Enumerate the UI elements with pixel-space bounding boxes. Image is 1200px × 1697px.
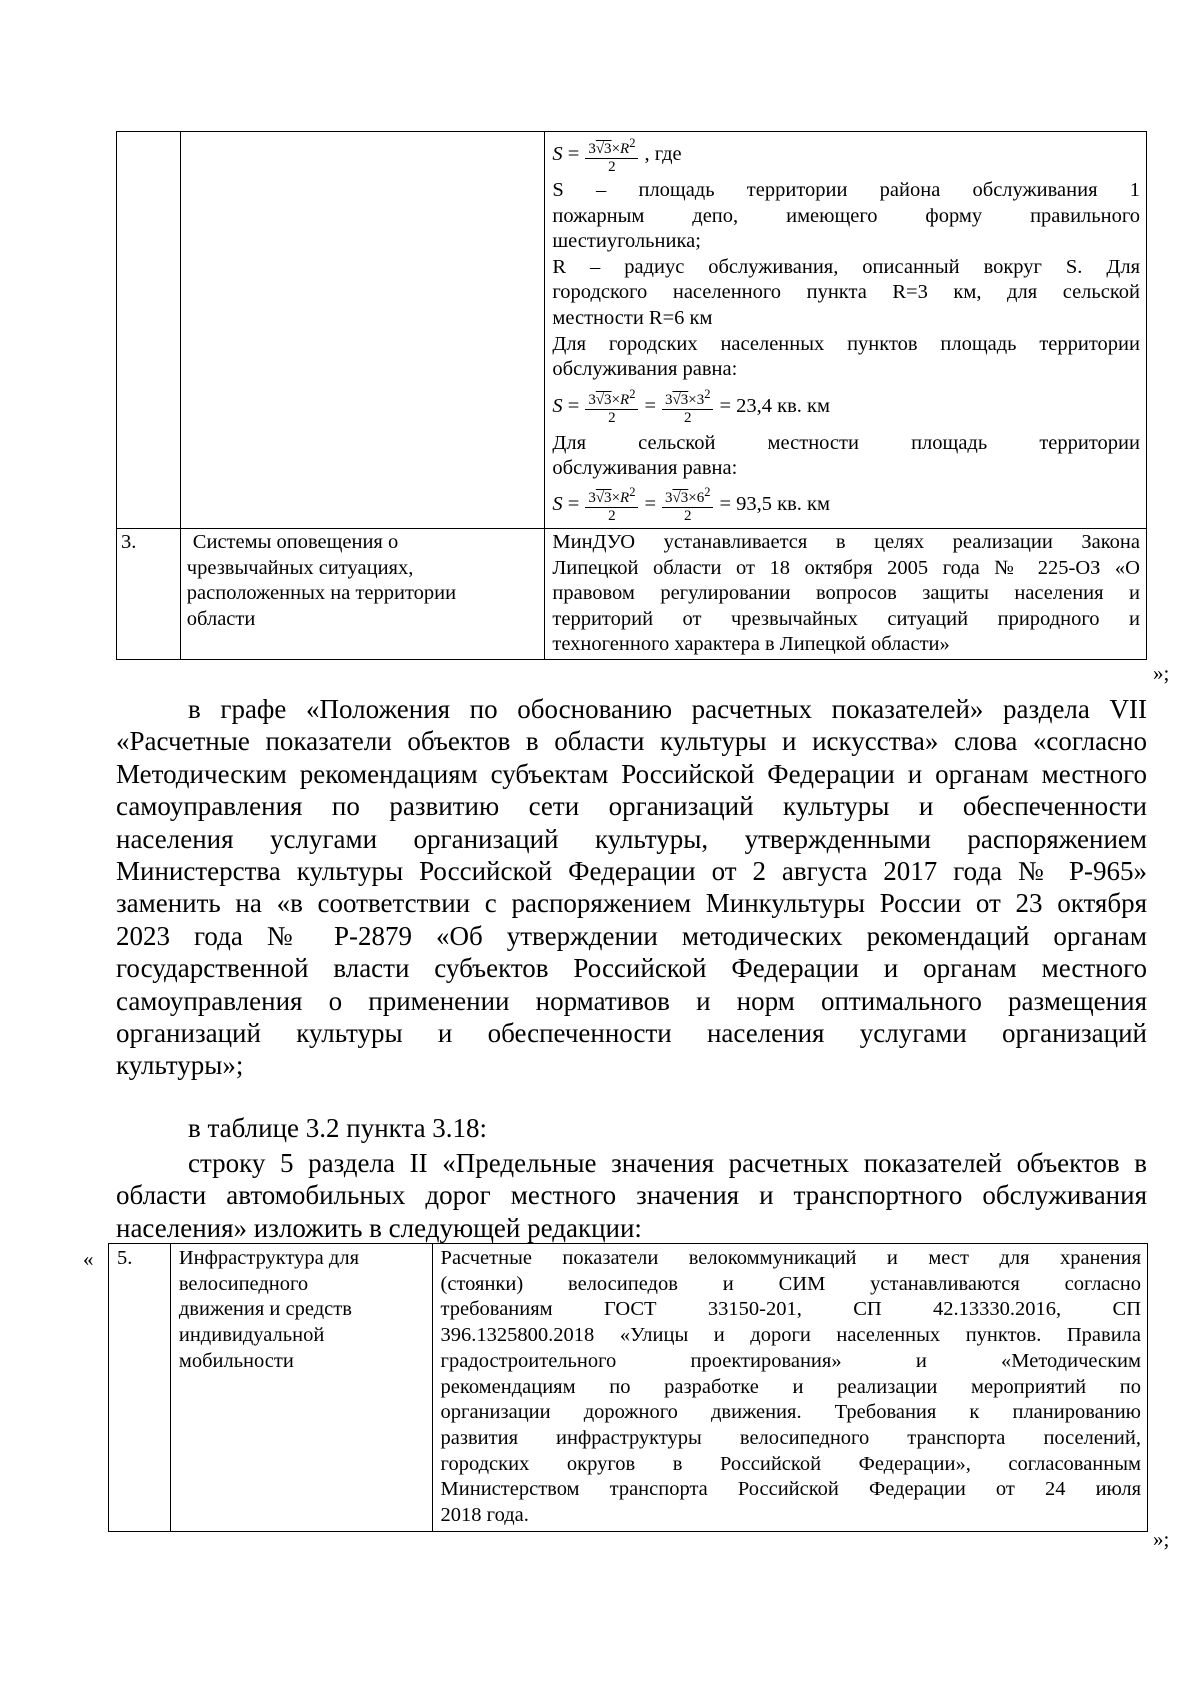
table-row-formula bbox=[117, 132, 1147, 529]
paragraph-line: самоуправления по развитию сети организаций культуры и обеспеченности bbox=[116, 791, 1147, 822]
rural-line: обслуживания равна: bbox=[552, 457, 738, 480]
closing-quote-mark: »; bbox=[1153, 1527, 1170, 1551]
formula-rural: S = $\frac{3√3\times R^2}{2}$ = $\frac{3√3\times 6^2}{2}$ = 93,5 кв. км bbox=[552, 485, 830, 525]
paragraph-line: «Расчетные показатели объектов в области культуры и искусства» слова «согласно bbox=[116, 726, 1147, 757]
paragraph-row-instruction bbox=[116, 1147, 1147, 1244]
row-text-line: требованиям ГОСТ 33150-201, СП 42.13330.2016, СП bbox=[440, 1298, 1141, 1321]
cell-row-number: 3. bbox=[117, 528, 181, 659]
def-s-line: S – площадь территории района обслуживания 1 bbox=[552, 179, 1140, 201]
paragraph-line: населения услугами организаций культуры, утвержденными распоряжением bbox=[116, 823, 1147, 854]
def-r-line: R – радиус обслуживания, описанный вокруг S. Для bbox=[552, 255, 1140, 278]
urban-line: Для городских населенных пунктов площадь территории bbox=[552, 332, 1140, 355]
paragraph-line: 2023 года № Р-2879 «Об утверждении методических рекомендаций органам bbox=[116, 920, 1147, 951]
paragraph-line: строку 5 раздела II «Предельные значения расчетных показателей объектов в bbox=[188, 1148, 1147, 1178]
paragraph-line: организаций культуры и обеспеченности населения услугами организаций bbox=[116, 1018, 1147, 1049]
row-text-line: МинДУО устанавливается в целях реализации Закона bbox=[552, 530, 1140, 553]
paragraph-line: заменить на «в соответствии с распоряжением Минкультуры России от 23 октября bbox=[116, 888, 1147, 919]
cell-row-text bbox=[545, 528, 1147, 659]
cell-row-name bbox=[180, 528, 545, 659]
row-text-line: городских округов в Российской Федерации», согласованным bbox=[440, 1452, 1141, 1475]
rural-result: = 93,5 кв. км bbox=[719, 493, 830, 516]
formula-urban: S = $\frac{3√3\times R^2}{2}$ = $\frac{3√3\times 3^2}{2}$ = 23,4 кв. км bbox=[552, 387, 830, 427]
row-text-line: Липецкой области от 18 октября 2005 года № 225-ОЗ «О bbox=[552, 556, 1140, 579]
row-text-line: территорий от чрезвычайных ситуаций природного и bbox=[552, 607, 1140, 630]
formula-area-general: S = $\frac{3√3\times R^2}{2}$ , где bbox=[552, 135, 682, 175]
row-name-line: чрезвычайных ситуациях, bbox=[186, 556, 414, 579]
row-text-line: Министерством транспорта Российской Федерации от 24 июля bbox=[440, 1478, 1141, 1501]
table-row-5 bbox=[109, 1244, 1148, 1532]
table-continuation bbox=[116, 131, 1147, 660]
paragraph-line: Методическим рекомендациям субъектам Российской Федерации и органам местного bbox=[116, 758, 1147, 789]
urban-result: = 23,4 кв. км bbox=[719, 394, 830, 417]
paragraph-line: государственной власти субъектов Российской Федерации и органам местного bbox=[116, 953, 1147, 984]
row-text-line: 2018 года. bbox=[440, 1504, 529, 1527]
cell-row-name bbox=[170, 1244, 432, 1532]
def-r-line: городского населенного пункта R=3 км, для сельской bbox=[552, 281, 1140, 304]
paragraph-line: культуры»; bbox=[116, 1050, 244, 1081]
row-name-line: индивидуальной bbox=[178, 1324, 325, 1347]
table-row-5-new bbox=[108, 1243, 1148, 1532]
row-text-line: 396.1325800.2018 «Улицы и дороги населенных пунктов. Правила bbox=[440, 1324, 1141, 1347]
cell-empty-num bbox=[117, 132, 181, 529]
def-s-line: шестиугольника; bbox=[552, 230, 701, 253]
table-row-3 bbox=[117, 528, 1147, 659]
row-text-line: градостроительного проектирования» и «Методическим bbox=[440, 1349, 1141, 1372]
row-name-line: расположенных на территории bbox=[186, 582, 457, 605]
row-name-line: Системы оповещения о bbox=[192, 530, 399, 553]
row-name-line: мобильности bbox=[178, 1349, 294, 1372]
row-text-line: организации дорожного движения. Требования к планированию bbox=[440, 1401, 1141, 1424]
cell-formula-text bbox=[545, 132, 1147, 529]
row-text-line: правовом регулировании вопросов защиты населения и bbox=[552, 582, 1140, 605]
cell-row-text bbox=[432, 1244, 1147, 1532]
paragraph-line: в графе «Положения по обоснованию расчетных показателей» раздела VII bbox=[188, 694, 1147, 724]
row-text-line: развития инфраструктуры велосипедного транспорта поселений, bbox=[440, 1426, 1141, 1449]
formula-suffix: , где bbox=[644, 143, 682, 166]
paragraph-line: самоуправления о применении нормативов и норм оптимального размещения bbox=[116, 985, 1147, 1016]
urban-line: обслуживания равна: bbox=[552, 358, 738, 381]
paragraph-line: области автомобильных дорог местного значения и транспортного обслуживания bbox=[116, 1180, 1147, 1211]
row-name-line: движения и средств bbox=[178, 1298, 352, 1321]
def-r-line: местности R=6 км bbox=[552, 306, 713, 329]
paragraph-line: населения» изложить в следующей редакции: bbox=[116, 1212, 642, 1243]
row-text-line: техногенного характера в Липецкой области» bbox=[552, 633, 950, 656]
row-text-line: Расчетные показатели велокоммуникаций и мест для хранения bbox=[440, 1247, 1141, 1269]
rural-line: Для сельской местности площадь территории bbox=[552, 431, 1140, 454]
closing-quote-mark: »; bbox=[1153, 661, 1170, 685]
def-s-line: пожарным депо, имеющего форму правильного bbox=[552, 204, 1140, 227]
row-name-line: области bbox=[186, 607, 256, 630]
row-text-line: (стоянки) велосипедов и СИМ устанавливаются согласно bbox=[440, 1272, 1141, 1295]
cell-empty-name bbox=[180, 132, 545, 529]
row-name-line: велосипедного bbox=[178, 1272, 309, 1295]
paragraph-line: Министерства культуры Российской Федерации от 2 августа 2017 года № Р-965» bbox=[116, 856, 1147, 887]
paragraph-table-ref: в таблице 3.2 пункта 3.18: bbox=[188, 1113, 488, 1143]
formula-fraction: $\frac{3√3\times R^2}{2}$ bbox=[585, 135, 638, 176]
row-text-line: рекомендациям по разработке и реализации мероприятий по bbox=[440, 1375, 1141, 1398]
row-name-line: Инфраструктура для bbox=[178, 1247, 359, 1269]
cell-row-number: 5. bbox=[109, 1244, 171, 1532]
opening-quote-mark: « bbox=[83, 1247, 94, 1271]
paragraph-replacement bbox=[116, 693, 1147, 1082]
